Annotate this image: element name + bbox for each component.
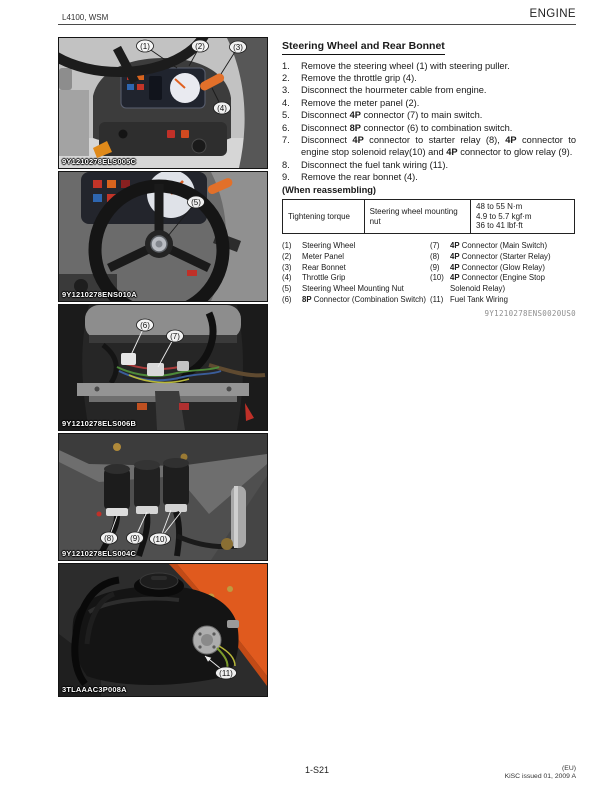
legend-item-number: (8): [430, 251, 440, 261]
legend-item-text: Steering Wheel: [302, 241, 356, 251]
step-text: Disconnect the fuel tank wiring (11).: [301, 159, 449, 170]
legend-item-text: Meter Panel: [302, 251, 345, 261]
procedure-step: [282, 122, 576, 134]
legend-column-left: [282, 241, 430, 306]
callout-label: (8): [104, 533, 114, 543]
legend-item: [430, 252, 576, 263]
figure-meter-panel: [58, 37, 268, 169]
step-text: Disconnect 4P connector (7) to main switch.: [301, 110, 483, 121]
legend-item-text: 8P Connector (Combination Switch): [302, 295, 426, 305]
figure-relays: [58, 433, 268, 561]
step-number: 5.: [282, 110, 290, 121]
step-number: 9.: [282, 172, 290, 183]
torque-value-nm: 48 to 55 N·m: [476, 201, 523, 211]
callout-layer: [59, 38, 267, 168]
figure-steering-wheel: [58, 171, 268, 302]
legend-item: [430, 273, 576, 284]
photo-code: 9Y1210278ELS006B: [62, 419, 137, 428]
legend-item-number: (9): [430, 262, 440, 272]
legend-item: [282, 284, 430, 295]
procedure-step: [282, 109, 576, 121]
legend-item: [430, 263, 576, 274]
header-section: ENGINE: [529, 8, 576, 20]
footer-issued: KiSC issued 01, 2009 A: [504, 772, 576, 780]
step-number: 6.: [282, 122, 290, 133]
callout-label: (7): [170, 331, 180, 341]
legend-item: [430, 284, 576, 295]
legend-item-number: (7): [430, 241, 440, 251]
callout-label: (6): [140, 320, 150, 330]
parts-legend: [282, 241, 576, 306]
legend-item: [430, 241, 576, 252]
procedure-step: [282, 72, 576, 84]
torque-item-cell: Steering wheel mounting nut: [364, 199, 470, 233]
step-number: 2.: [282, 72, 290, 83]
page-number: 1-S21: [304, 765, 330, 775]
legend-item: [282, 252, 430, 263]
step-number: 1.: [282, 60, 290, 71]
procedure-section: [282, 36, 576, 318]
legend-item-number: [430, 284, 450, 295]
step-text: Remove the rear bonnet (4).: [301, 172, 418, 183]
callout-label: (9): [130, 533, 140, 543]
procedure-step: [282, 159, 576, 171]
procedure-step: [282, 84, 576, 96]
reassembling-label: (When reassembling): [282, 184, 377, 195]
legend-item-number: (4): [282, 273, 292, 283]
callout-label: (1): [140, 41, 150, 51]
legend-item-number: (11): [430, 295, 444, 305]
legend-item-text: 4P Connector (Main Switch): [450, 241, 548, 251]
legend-item-text: Throttle Grip: [302, 273, 346, 283]
legend-item-text: Steering Wheel Mounting Nut: [302, 284, 404, 294]
torque-row: [283, 199, 575, 233]
callout-label: (10): [152, 534, 168, 544]
callout-layer: [59, 434, 267, 560]
callout-layer: [59, 172, 267, 301]
procedure-step: [282, 171, 576, 183]
legend-item-number: (5): [282, 284, 292, 294]
legend-item-number: (2): [282, 251, 292, 261]
photo-code: 3TLAAAC3P008A: [62, 685, 127, 694]
procedure-step: [282, 60, 576, 72]
legend-item-text: Rear Bonnet: [302, 262, 346, 272]
procedure-steps: [282, 60, 576, 184]
legend-item-text: Fuel Tank Wiring: [450, 295, 508, 305]
step-text: Disconnect 8P connector (6) to combination switch.: [301, 122, 513, 133]
figure-fuel-tank: [58, 563, 268, 697]
step-number: 4.: [282, 97, 290, 108]
torque-value-kgfm: 4.9 to 5.7 kgf·m: [476, 211, 532, 221]
photo-code: 9Y1210278ENS010A: [62, 290, 137, 299]
torque-label-cell: Tightening torque: [283, 199, 365, 233]
step-text: Disconnect the hourmeter cable from engine.: [301, 85, 487, 96]
callout-label: (11): [219, 668, 233, 678]
legend-item-number: (10): [430, 273, 444, 283]
callout-layer: [59, 305, 267, 430]
header-rule: [58, 24, 576, 25]
step-number: 3.: [282, 85, 290, 96]
legend-item-text: Solenoid Relay): [450, 284, 506, 294]
legend-item: [282, 273, 430, 284]
torque-values-cell: [471, 199, 575, 233]
callout-label: (3): [233, 42, 243, 52]
legend-item-text: 4P Connector (Starter Relay): [450, 251, 551, 261]
torque-table: [282, 199, 575, 234]
step-text: Remove the throttle grip (4).: [301, 72, 417, 83]
legend-item: [282, 263, 430, 274]
legend-item: [282, 295, 430, 306]
callout-label: (5): [191, 197, 201, 207]
step-number: 8.: [282, 159, 290, 170]
callout-layer: [59, 564, 267, 696]
header-model: L4100, WSM: [62, 13, 109, 22]
footer-region: (EU): [562, 764, 576, 772]
photo-code: 9Y1210278ELS004C: [62, 549, 137, 558]
step-text: Remove the meter panel (2).: [301, 97, 420, 108]
figure-connectors: [58, 304, 268, 431]
figure-reference-code: 9Y1210278ENS0020US0: [484, 308, 576, 318]
photo-code: 9Y1210278ELS005C: [62, 157, 137, 166]
step-number: 7.: [282, 134, 290, 145]
step-text: Disconnect 4P connector to starter relay (8), 4P connector to engine stop solenoid relay(10) and 4P connector to glow relay (9).: [301, 134, 576, 158]
legend-item-number: (1): [282, 241, 292, 251]
legend-item: [282, 241, 430, 252]
callout-label: (2): [195, 41, 205, 51]
step-text: Remove the steering wheel (1) with steering puller.: [301, 60, 510, 71]
figure-column: [58, 37, 268, 699]
legend-item-text: 4P Connector (Engine Stop: [450, 273, 545, 283]
section-title: Steering Wheel and Rear Bonnet: [282, 40, 445, 55]
torque-value-lbfft: 36 to 41 lbf·ft: [476, 221, 523, 231]
procedure-step: [282, 134, 576, 159]
callout-label: (4): [217, 103, 227, 113]
legend-item: [430, 295, 576, 306]
procedure-step: [282, 97, 576, 109]
legend-item-number: (6): [282, 295, 292, 305]
legend-column-right: [430, 241, 576, 306]
footer-issue-info: [505, 765, 576, 781]
legend-item-number: (3): [282, 262, 292, 272]
legend-item-text: 4P Connector (Glow Relay): [450, 262, 545, 272]
